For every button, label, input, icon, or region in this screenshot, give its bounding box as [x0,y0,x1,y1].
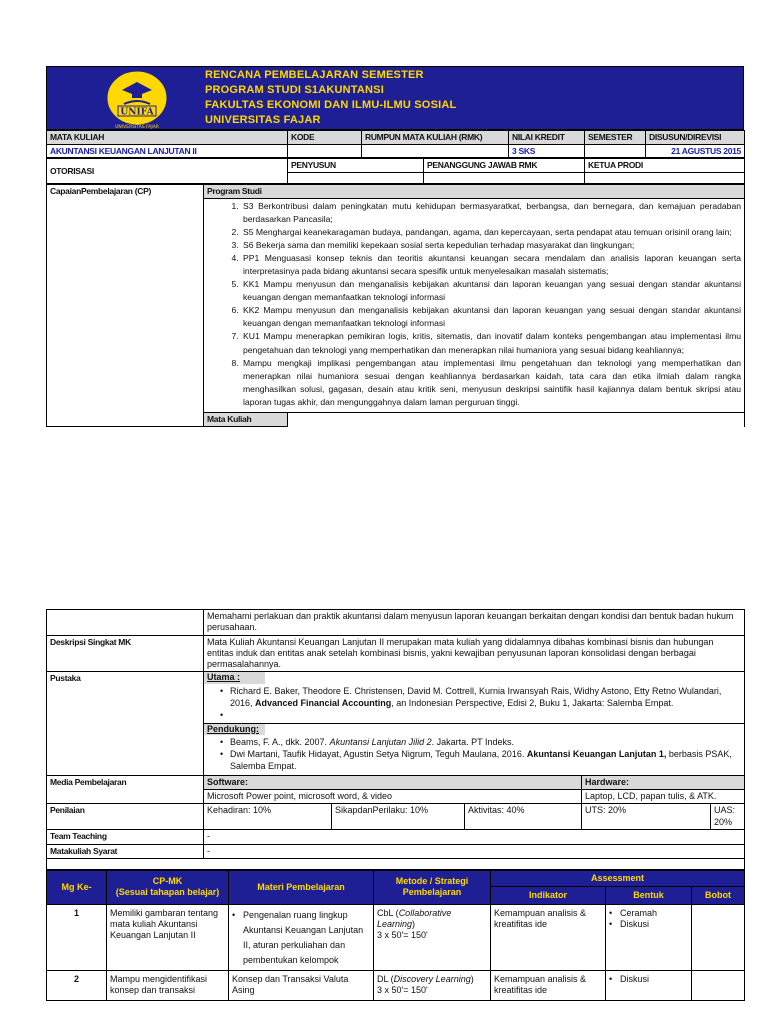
detail-table [46,609,745,870]
bentuk-cell [606,970,692,1000]
materi-text: • Pengenalan ruang lingkup Akuntansi Keuangan Lanjutan II, aturan perkuliahan dan pembentukan kelompok [232,908,370,968]
col-materi: Materi Pembelajaran [229,870,374,904]
otorisasi-label: OTORISASI [47,159,288,184]
penilaian-kehadiran: Kehadiran: 10% [204,804,332,830]
pustaka-pendukung-item: • Dwi Martani, Taufik Hidayat, Agustin Setya Nigrum, Teguh Maulana, 2016. Akuntansi Keuangan Lanjutan 1, berbasis PSAK, Salemba Empat. [220,748,744,772]
mata-kuliah-cp-label: Mata Kuliah [204,413,288,427]
bobot-value [692,904,745,970]
hardware-value: Laptop, LCD, papan tulis, & ATK. [582,790,745,804]
logo-subtext: UNIVERSITAS FAJAR [115,125,159,130]
materi-cell [229,904,374,970]
cpmk-text: Mampu mengidentifikasi konsep dan transaksi [107,970,229,1000]
col-assessment: Assessment [491,870,745,886]
value-kode [288,144,362,158]
rps-header [46,66,744,130]
bentuk-item: • Ceramah [609,908,688,919]
bobot-value [692,970,745,1000]
header-faculty: FAKULTAS EKONOMI DAN ILMU-ILMU SOSIAL [205,99,457,111]
col-minggu: Mg Ke- [47,870,107,904]
hardware-label: Hardware: [582,775,745,789]
col-semester: SEMESTER [585,131,646,145]
cp-item: 4. PP1 Menguasasi konsep teknis dan teoritis akuntansi keuangan secara mendalam dan analisis laporan keuangan serta interpretasinya pada bidang akuntansi secara spesifik untuk menyelesaikan masalah sistematis; [241,252,741,278]
cp-item: 8. Mampu mengkaji implikasi pengembangan atau implementasi ilmu pengetahuan dan teknologi yang memperhatikan dan menerapkan nilai humaniora sesuai dengan keahliannya berdasarkan kaidah, tata cara dan etika ilmiah dalam rangka menghasilkan solusi, gagasan, desain atau kritik seni, menyusun deskripsi saintifik hasil kajiannya dalam bentuk skripsi atau laporan tugas akhir, dan mengunggahnya dalam laman perguruan tinggi. [241,357,741,409]
penanggung-label: PENANGGUNG JAWAB RMK [424,159,585,173]
pustaka-utama-item: • Richard E. Baker, Theodore E. Christensen, David M. Cottrell, Kurnia Irwansyah Rais, Widhy Astono, Etty Retno Wulandari, 2016, Advanced Financial Accounting, an Indonesian Perspective, Edisi 2, Buku 1, Jakarta: Salemba Empat. [220,685,744,709]
team-label: Team Teaching [47,830,204,844]
col-bentuk: Bentuk [606,886,692,904]
deskripsi-label: Deskripsi Singkat MK [47,635,204,672]
ketua-label: KETUA PRODI [585,159,745,173]
value-disusun: 21 AGUSTUS 2015 [646,144,745,158]
pustaka-utama-cell [204,672,745,723]
header-title: RENCANA PEMBELAJARAN SEMESTER [205,69,424,81]
cp-item: 2. S5 Menghargai keanekaragaman budaya, pandangan, agama, dan kepercayaan, serta pendapat atau temuan orisinil orang lain; [241,226,741,239]
col-disusun: DISUSUN/DIREVISI [646,131,745,145]
bentuk-cell [606,904,692,970]
mk-description: Memahami perlakuan dan praktik akuntansi dalam menyusun laporan keuangan berkaitan dengan kondisi dan bentuk badan hukum perusahaan. [204,610,745,636]
cp-item: 1. S3 Berkontribusi dalam peningkatan mutu kehidupan bermasyaratkat, berbangsa, dan bernegara, dan kemajuan peradaban berdasarkan Pancasila; [241,200,741,226]
week-number: 2 [47,970,107,1000]
rps-page-1 [46,66,744,427]
pustaka-label: Pustaka [47,672,204,776]
info-table [46,130,745,158]
syarat-value: - [204,844,745,858]
value-nilai-kredit: 3 SKS [509,144,585,158]
cp-item: 7. KU1 Mampu menerapkan pemikiran logis, kritis, sitematis, dan inovatif dalam konteks pengembangan atau implementasi ilmu pengetahuan dan teknologi yang memperhatikan dan menerapkan nilai humaniora yang sesuai bidang keahliannya; [241,330,741,356]
cp-list [207,200,741,410]
metode-cell: DL (Discovery Learning) 3 x 50'= 150' [374,970,491,1000]
col-cpmk: CP-MK (Sesuai tahapan belajar) [107,870,229,904]
header-program: PROGRAM STUDI S1AKUNTANSI [205,84,384,96]
materi-text: Konsep dan Transaksi Valuta Asing [229,970,374,1000]
penilaian-label: Penilaian [47,804,204,830]
cp-label: CapaianPembelajaran (CP) [47,184,204,426]
penyusun-label: PENYUSUN [288,159,424,173]
col-nilai-kredit: NILAI KREDIT [509,131,585,145]
value-mata-kuliah: AKUNTANSI KEUANGAN LANJUTAN II [47,144,288,158]
value-semester [585,144,646,158]
col-mata-kuliah: MATA KULIAH [47,131,288,145]
pendukung-label: Pendukung: [204,724,265,735]
schedule-table [46,870,745,1001]
penilaian-uas: UAS: 20% [711,804,745,830]
header-university: UNIVERSITAS FAJAR [205,114,321,126]
software-label: Software: [204,775,582,789]
rps-page-2 [46,609,744,1001]
team-value: - [204,830,745,844]
logo-text: UNIFA [120,107,154,118]
indikator-text: Kemampuan analisis & kreatifitas ide [491,970,606,1000]
pustaka-pendukung-item: • Beams, F. A., dkk. 2007. Akuntansi Lanjutan Jilid 2. Jakarta. PT Indeks. [220,736,744,748]
cpmk-text: Memiliki gambaran tentang mata kuliah Akuntansi Keuangan Lanjutan II [107,904,229,970]
cp-table [46,184,745,427]
cp-item: 6. KK2 Mampu menyusun dan menganalisis kebijakan akuntansi dan laporan keuangan yang sesuai dengan standar akuntansi keuangan dengan memanfaatkan teknologi informasi [241,304,741,330]
deskripsi-text: Mata Kuliah Akuntansi Keuangan Lanjutan II merupakan mata kuliah yang didalamnya dibahas kombinasi bisnis dan hubungan entitas induk dan entitas anak setelah kombinasi bisnis, yakni kewajiban penyusunan laporan konsolidasi dengan berbagai permasalahannya. [204,635,745,672]
col-bobot: Bobot [692,886,745,904]
software-value: Microsoft Power point, microsoft word, & video [204,790,582,804]
metode-time: 3 x 50'= 150' [377,985,428,995]
cp-list-cell [204,198,745,413]
col-kode: KODE [288,131,362,145]
media-label: Media Pembelajaran [47,775,204,804]
col-indikator: Indikator [491,886,606,904]
metode-time: 3 x 50'= 150' [377,930,428,941]
bentuk-item: • Diskusi [609,974,688,985]
cp-item: 5. KK1 Mampu menyusun dan menganalisis kebijakan akuntansi dan laporan keuangan yang sesuai dengan standar akuntansi keuangan dengan memanfaatkan teknologi informasi [241,278,741,304]
cp-item: 3. S6 Bekerja sama dan memiliki kepekaan sosial serta kepedulian terhadap masyarakat dan lingkungan; [241,239,741,252]
utama-label: Utama : [204,672,265,683]
col-rumpun: RUMPUN MATA KULIAH (RMK) [362,131,509,145]
penilaian-uts: UTS: 20% [582,804,711,830]
metode-cell: CbL (Collaborative Learning) 3 x 50'= 150' [374,904,491,970]
pustaka-utama-empty [220,709,744,721]
program-studi-label: Program Studi [204,184,745,198]
bentuk-item: • Diskusi [609,919,688,930]
penilaian-sikap: SikapdanPerilaku: 10% [332,804,465,830]
syarat-label: Matakuliah Syarat [47,844,204,858]
unifa-logo [92,68,182,130]
penilaian-aktivitas: Aktivitas: 40% [465,804,582,830]
indikator-text: Kemampuan analisis & kreatifitas ide [491,904,606,970]
value-rumpun [362,144,509,158]
otorisasi-table [46,158,745,184]
week-number: 1 [47,904,107,970]
col-metode: Metode / Strategi Pembelajaran [374,870,491,904]
pustaka-pendukung-cell [204,723,745,775]
